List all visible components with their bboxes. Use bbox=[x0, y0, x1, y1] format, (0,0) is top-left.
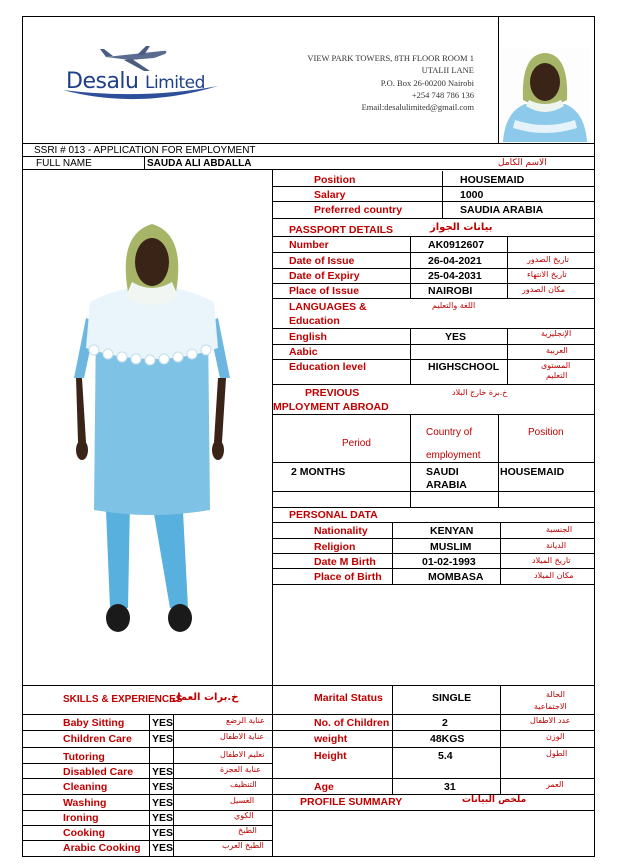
previous-position-value: HOUSEMAID bbox=[500, 466, 565, 478]
profile-summary-label: PROFILE SUMMARY bbox=[300, 796, 403, 808]
preferred-country-label: Preferred country bbox=[314, 204, 403, 216]
marital-status-arabic-2: الاجتماعية bbox=[534, 702, 567, 711]
skill-ironing-label: Ironing bbox=[63, 812, 99, 824]
skill-children-care-value: YES bbox=[152, 733, 174, 745]
skill-ironing-value: YES bbox=[152, 812, 174, 824]
skills-section-title-arabic: خ.برات العمل bbox=[172, 692, 239, 703]
skill-arabic-cooking-value: YES bbox=[152, 842, 174, 854]
address-line: Email:desalulimited@gmail.com bbox=[361, 102, 474, 113]
weight-value: 48KGS bbox=[430, 733, 465, 745]
previous-employment-title-2: MPLOYMENT ABROAD bbox=[273, 401, 389, 413]
english-arabic: الإنجليزية bbox=[541, 329, 572, 338]
previous-period-value: 2 MONTHS bbox=[291, 466, 346, 478]
passport-number-value: AK0912607 bbox=[428, 239, 485, 251]
education-level-label: Education level bbox=[289, 361, 367, 373]
arabic-language-arabic: العربية bbox=[546, 346, 568, 355]
weight-arabic: الوزن bbox=[546, 732, 565, 741]
languages-section-title-2: Education bbox=[289, 315, 340, 327]
skill-cleaning-label: Cleaning bbox=[63, 781, 108, 793]
arabic-language-label: Aabic bbox=[289, 346, 318, 358]
place-of-birth-arabic: مكان الميلاد bbox=[534, 571, 574, 580]
languages-section-title: LANGUAGES & bbox=[289, 301, 367, 313]
children-count-label: No. of Children bbox=[314, 717, 390, 729]
skill-disabled-care-label: Disabled Care bbox=[63, 766, 134, 778]
skill-baby-sitting-arabic: عناية الرضع bbox=[226, 716, 265, 725]
address-line: P.O. Box 26-00200 Nairobi bbox=[380, 77, 474, 88]
passport-section-title-arabic: بيانات الجواز bbox=[430, 222, 493, 233]
skill-washing-value: YES bbox=[152, 797, 174, 809]
company-address bbox=[262, 52, 474, 114]
skill-tutoring-arabic: تعليم الاطفال bbox=[220, 750, 265, 759]
skill-washing-arabic: الغسيل bbox=[230, 796, 255, 805]
previous-position-header: Position bbox=[528, 427, 564, 438]
skill-disabled-care-value: YES bbox=[152, 766, 174, 778]
position-value: HOUSEMAID bbox=[460, 174, 525, 186]
religion-value: MUSLIM bbox=[430, 541, 472, 553]
address-line: VIEW PARK TOWERS, 8TH FLOOR ROOM 1 bbox=[307, 53, 474, 63]
skill-baby-sitting-value: YES bbox=[152, 717, 174, 729]
place-of-birth-value: MOMBASA bbox=[428, 571, 484, 583]
preferred-country-value: SAUDIA ARABIA bbox=[460, 204, 544, 216]
personal-data-title: PERSONAL DATA bbox=[289, 509, 378, 521]
previous-country-value-2: ARABIA bbox=[426, 479, 467, 491]
skill-cleaning-arabic: التنظيف bbox=[230, 780, 257, 789]
skill-arabic-cooking-arabic: الطبخ العرب bbox=[222, 841, 264, 850]
passport-section-title: PASSPORT DETAILS bbox=[289, 224, 394, 236]
skill-children-care-arabic: عناية الاطفال bbox=[220, 732, 265, 741]
airplane-icon bbox=[100, 46, 166, 71]
profile-summary-arabic: ملخص البيانات bbox=[462, 795, 527, 805]
address-line: UTALII LANE bbox=[421, 65, 474, 76]
previous-country-header: Country of bbox=[426, 427, 473, 438]
english-value: YES bbox=[445, 331, 467, 343]
applicant-full-photo bbox=[72, 210, 232, 642]
children-count-value: 2 bbox=[442, 717, 448, 729]
previous-country-value: SAUDI bbox=[426, 466, 459, 478]
skill-baby-sitting-label: Baby Sitting bbox=[63, 717, 125, 729]
nationality-label: Nationality bbox=[314, 525, 368, 537]
height-label: Height bbox=[314, 750, 347, 762]
skill-cleaning-value: YES bbox=[152, 781, 174, 793]
position-label: Position bbox=[314, 174, 356, 186]
place-of-issue-value: NAIROBI bbox=[428, 285, 473, 297]
age-value: 31 bbox=[444, 781, 456, 793]
place-of-issue-label: Place of Issue bbox=[289, 285, 360, 297]
education-level-value: HIGHSCHOOL bbox=[428, 361, 500, 373]
nationality-value: KENYAN bbox=[430, 525, 474, 537]
skill-arabic-cooking-label: Arabic Cooking bbox=[63, 842, 141, 854]
fullname-arabic: الاسم الكامل bbox=[498, 158, 547, 168]
skill-disabled-care-arabic: عناية العجزة bbox=[220, 765, 261, 774]
height-arabic: الطول bbox=[546, 749, 568, 758]
expiry-date-value: 25-04-2031 bbox=[428, 270, 482, 282]
expiry-date-arabic: تاريخ الانتهاء bbox=[527, 270, 567, 279]
skill-ironing-arabic: الكوي bbox=[234, 811, 254, 820]
fullname-value: SAUDA ALI ABDALLA bbox=[147, 158, 252, 169]
passport-number-label: Number bbox=[289, 239, 329, 251]
skill-children-care-label: Children Care bbox=[63, 733, 132, 745]
applicant-headshot bbox=[501, 48, 589, 142]
religion-label: Religion bbox=[314, 541, 356, 553]
age-arabic: العمر bbox=[546, 780, 564, 789]
issue-date-value: 26-04-2021 bbox=[428, 255, 482, 267]
previous-employment-title-arabic: خ.برة خارج البلاد bbox=[452, 388, 508, 397]
place-of-birth-label: Place of Birth bbox=[314, 571, 382, 583]
issue-date-arabic: تاريخ الصدور bbox=[527, 255, 569, 264]
height-value: 5.4 bbox=[438, 750, 453, 762]
issue-date-label: Date of Issue bbox=[289, 255, 355, 267]
age-label: Age bbox=[314, 781, 334, 793]
place-of-issue-arabic: مكان الصدور bbox=[522, 285, 566, 294]
nationality-arabic: الجنسية bbox=[546, 525, 573, 534]
previous-country-header-2: employment bbox=[426, 450, 481, 461]
skills-section-title: SKILLS & EXPERIENCES bbox=[63, 694, 183, 705]
form-reference: SSRI # 013 - APPLICATION FOR EMPLOYMENT bbox=[34, 145, 256, 156]
previous-period-header: Period bbox=[342, 438, 371, 449]
skill-washing-label: Washing bbox=[63, 797, 107, 809]
fullname-label: FULL NAME bbox=[36, 158, 92, 169]
marital-status-arabic: الحالة bbox=[546, 690, 565, 699]
children-count-arabic: عدد الاطفال bbox=[530, 716, 571, 725]
skill-tutoring-label: Tutoring bbox=[63, 751, 105, 763]
weight-label: weight bbox=[314, 733, 348, 745]
skill-cooking-arabic: الطبخ bbox=[238, 826, 257, 835]
marital-status-value: SINGLE bbox=[432, 692, 472, 704]
salary-label: Salary bbox=[314, 189, 346, 201]
education-level-arabic: المستوى bbox=[541, 361, 571, 370]
languages-section-title-arabic: اللغة والتعليم bbox=[432, 301, 476, 310]
company-name: Desalu Limited bbox=[66, 69, 205, 94]
expiry-date-label: Date of Expiry bbox=[289, 270, 360, 282]
date-of-birth-arabic: تاريخ الميلاد bbox=[532, 556, 571, 565]
previous-employment-title: PREVIOUS bbox=[305, 387, 360, 399]
english-label: English bbox=[289, 331, 327, 343]
marital-status-label: Marital Status bbox=[314, 692, 383, 704]
date-of-birth-value: 01-02-1993 bbox=[422, 556, 476, 568]
date-of-birth-label: Date M Birth bbox=[314, 556, 376, 568]
address-line: +254 748 786 136 bbox=[411, 89, 474, 100]
skill-cooking-label: Cooking bbox=[63, 827, 105, 839]
salary-value: 1000 bbox=[460, 189, 484, 201]
skill-cooking-value: YES bbox=[152, 827, 174, 839]
education-level-arabic-2: التعليم bbox=[546, 371, 568, 380]
religion-arabic: الديانة bbox=[546, 541, 567, 550]
